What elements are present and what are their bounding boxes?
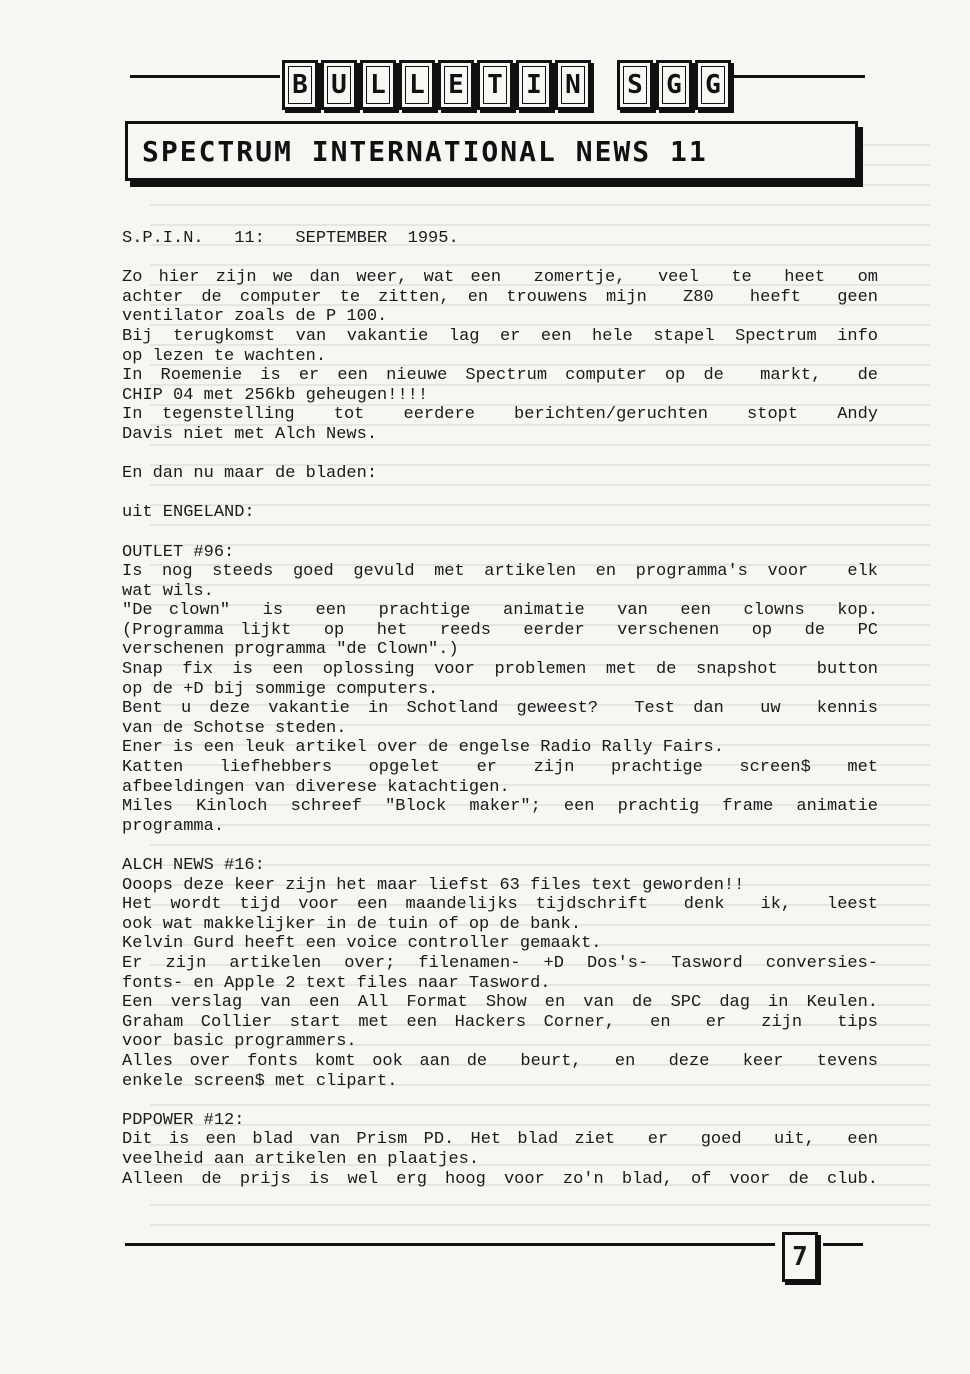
banner-letter: E xyxy=(448,70,464,100)
article-body xyxy=(122,229,878,1189)
banner-spacer xyxy=(594,60,614,110)
text-line: ook wat makkelijker in de tuin of op de bank. xyxy=(122,914,582,934)
text-line: In tegenstelling tot eerdere berichten/geruchten stopt Andy xyxy=(122,405,878,425)
text-line: Alleen de prijs is wel erg hoog voor zo'n blad, of voor de club. xyxy=(122,1169,878,1189)
text-line: CHIP 04 met 256kb geheugen!!!! xyxy=(122,385,429,405)
banner-letter: T xyxy=(487,70,503,100)
text-line: (Programma lijkt op het reeds eerder verschenen op de PC xyxy=(122,620,878,640)
text-line: Ooops deze keer zijn het maar liefst 63 files text geworden!! xyxy=(122,875,745,895)
banner-letter: L xyxy=(370,70,386,100)
text-line: op lezen te wachten. xyxy=(122,346,327,366)
text-line: Alles over fonts komt ook aan de beurt, en deze keer tevens xyxy=(122,1051,878,1071)
text-line: ALCH NEWS #16: xyxy=(122,856,265,875)
text-line: PDPOWER #12: xyxy=(122,1110,245,1130)
footer-rule-left xyxy=(125,1243,775,1246)
text-line: Is nog steeds goed gevuld met artikelen en programma's voor elk xyxy=(122,562,878,582)
text-line: OUTLET #96: xyxy=(122,542,235,562)
text-line: Miles Kinloch schreef "Block maker"; een prachtig frame animatie xyxy=(122,797,878,817)
text-line: veelheid aan artikelen en plaatjes. xyxy=(122,1149,480,1169)
text-line: Bij terugkomst van vakantie lag er een hele stapel Spectrum info xyxy=(122,326,878,346)
banner-letter: B xyxy=(292,70,308,100)
header-rule-left xyxy=(130,75,280,78)
text-line: voor basic programmers. xyxy=(122,1032,357,1052)
footer-rule-right xyxy=(823,1243,863,1246)
page-title: SPECTRUM INTERNATIONAL NEWS 11 xyxy=(142,134,708,168)
blank-line xyxy=(122,836,878,856)
text-line: Graham Collier start met een Hackers Corner, en er zijn tips xyxy=(122,1012,878,1032)
text-line: Katten liefhebbers opgelet er zijn prachtige screen$ met xyxy=(122,758,878,778)
blank-line xyxy=(122,523,878,543)
text-line: uit ENGELAND: xyxy=(122,503,255,523)
text-line: fonts- en Apple 2 text files naar Tasword. xyxy=(122,973,551,993)
title-box xyxy=(125,121,858,181)
banner-letter: I xyxy=(526,70,542,100)
text-line: In Roemenie is er een nieuwe Spectrum computer op de markt, de xyxy=(122,366,878,386)
banner-letter-tile xyxy=(399,60,435,110)
text-line: "De clown" is een prachtige animatie van een clowns kop. xyxy=(122,601,878,621)
text-line: Een verslag van een All Format Show en van de SPC dag in Keulen. xyxy=(122,993,878,1013)
text-line: achter de computer te zitten, en trouwens mijn Z80 heeft geen xyxy=(122,287,878,307)
text-line: Dit is een blad van Prism PD. Het blad ziet er goed uit, een xyxy=(122,1130,878,1150)
banner-letter: S xyxy=(627,70,643,100)
banner-letter-tile xyxy=(438,60,474,110)
banner-letter: U xyxy=(331,70,347,100)
text-line: enkele screen$ met clipart. xyxy=(122,1071,398,1091)
banner-letter-tile xyxy=(656,60,692,110)
banner-letter: L xyxy=(409,70,425,100)
text-line: Snap fix is een oplossing voor problemen met de snapshot button xyxy=(122,660,878,680)
blank-line xyxy=(122,249,878,269)
text-line: ventilator zoals de P 100. xyxy=(122,307,388,327)
text-line: En dan nu maar de bladen: xyxy=(122,464,378,484)
text-line: Bent u deze vakantie in Schotland geweest? Test dan uw kennis xyxy=(122,699,878,719)
blank-line xyxy=(122,484,878,504)
page-number: 7 xyxy=(792,1242,808,1272)
banner-letter: G xyxy=(666,70,682,100)
banner-letter-tile xyxy=(516,60,552,110)
bulletin-banner xyxy=(282,60,731,108)
banner-letter: G xyxy=(705,70,721,100)
text-line: Het wordt tijd voor een maandelijks tijdschrift denk ik, leest xyxy=(122,895,878,915)
text-line: van de Schotse steden. xyxy=(122,718,347,738)
text-line: Davis niet met Alch News. xyxy=(122,424,378,444)
text-line: Er zijn artikelen over; filenamen- +D Dos's- Tasword conversies- xyxy=(122,953,878,973)
banner-letter-tile xyxy=(477,60,513,110)
banner-letter-tile xyxy=(360,60,396,110)
text-line: S.P.I.N. 11: SEPTEMBER 1995. xyxy=(122,229,459,248)
banner-letter-tile xyxy=(282,60,318,110)
banner-letter-tile xyxy=(695,60,731,110)
banner-letter-tile xyxy=(555,60,591,110)
banner-letter-tile xyxy=(617,60,653,110)
page-number-box xyxy=(782,1232,818,1282)
text-line: programma. xyxy=(122,816,225,836)
text-line: op de +D bij sommige computers. xyxy=(122,679,439,699)
text-line: wat wils. xyxy=(122,581,214,601)
text-line: Zo hier zijn we dan weer, wat een zomertje, veel te heet om xyxy=(122,268,878,288)
text-line: afbeeldingen van diverese katachtigen. xyxy=(122,777,510,797)
blank-line xyxy=(122,1091,878,1111)
banner-letter: N xyxy=(565,70,581,100)
text-line: verschenen programma "de Clown".) xyxy=(122,640,459,660)
blank-line xyxy=(122,445,878,465)
text-line: Kelvin Gurd heeft een voice controller gemaakt. xyxy=(122,934,602,954)
text-line: Ener is een leuk artikel over de engelse Radio Rally Fairs. xyxy=(122,738,724,758)
banner-letter-tile xyxy=(321,60,357,110)
